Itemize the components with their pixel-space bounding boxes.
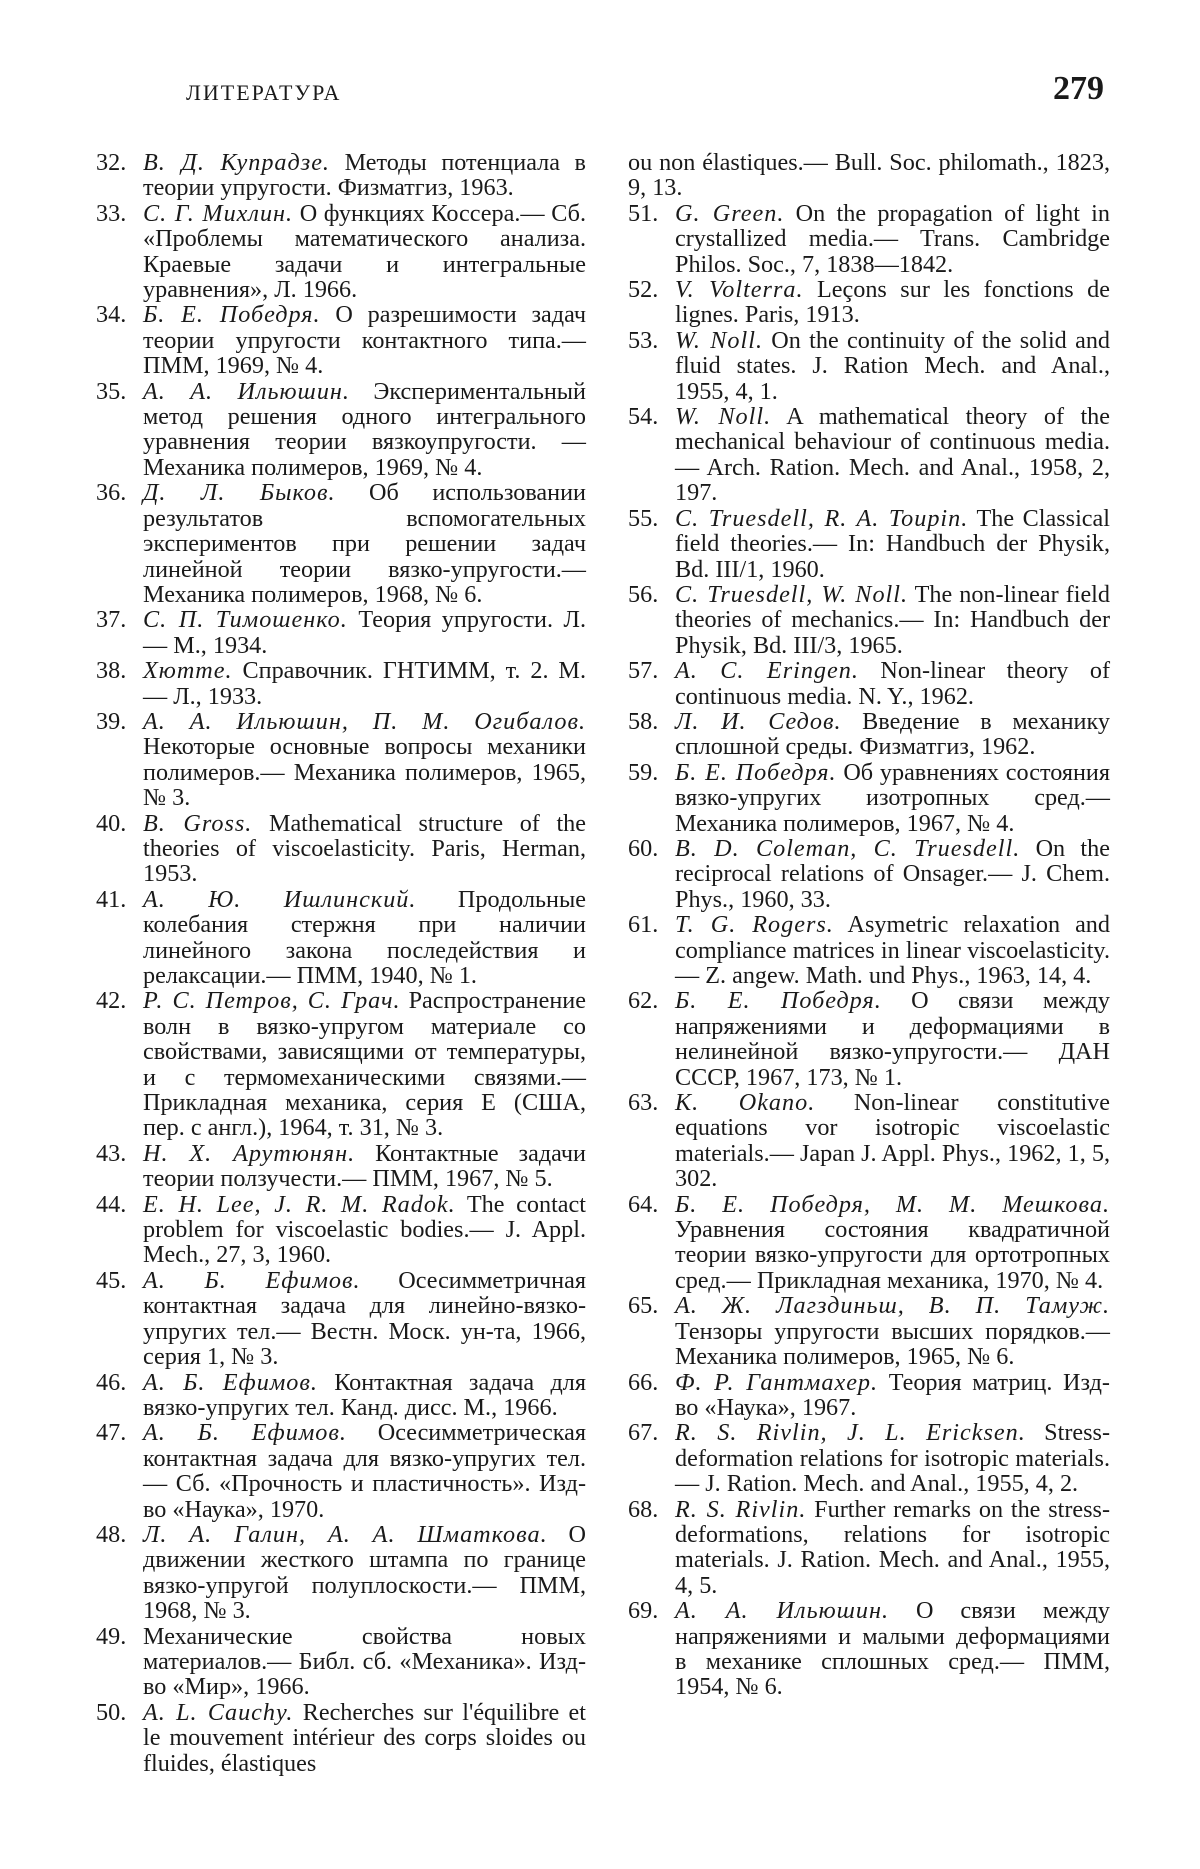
reference-entry (96, 302, 586, 378)
reference-entry (96, 1420, 586, 1522)
reference-entry (96, 887, 586, 989)
reference-number: 45. (96, 1266, 127, 1294)
reference-number: 42. (96, 987, 127, 1015)
reference-authors: А. А. Ильюшин. (143, 377, 350, 405)
reference-authors: G. Green. (675, 199, 785, 227)
reference-entry (628, 1090, 1110, 1192)
reference-authors: Б. Е. Победря. (143, 301, 321, 329)
reference-text: О связи между напряжениями и деформациями в нелинейной вязко-упругости.— ДАН СССР, 1967, 173, № 1. (675, 987, 1110, 1091)
reference-entry (628, 404, 1110, 506)
reference-number: 43. (96, 1139, 127, 1167)
reference-text: Mathematical structure of the theories of viscoelasticity. Paris, Herman, 1953. (143, 809, 586, 888)
reference-number: 34. (96, 301, 127, 329)
reference-authors: A. L. Cauchy. (143, 1698, 294, 1726)
reference-authors: B. D. Coleman, C. Truesdell. (675, 834, 1021, 862)
reference-number: 50. (96, 1698, 127, 1726)
reference-authors: Б. Е. Победря, М. М. Мешкова. (675, 1190, 1110, 1218)
reference-number: 66. (628, 1368, 659, 1396)
reference-text: Об уравнениях состояния вязко-упругих изотропных сред.— Механика полимеров, 1967, № 4. (675, 758, 1110, 837)
reference-entry (96, 811, 586, 887)
reference-number: 35. (96, 377, 127, 405)
reference-list-left (96, 150, 586, 1776)
reference-text: The non-linear field theories of mechanics.— In: Handbuch der Physik, Bd. III/3, 1965. (675, 580, 1110, 659)
reference-text: О движении жесткого штампа по границе вязко-упругой полуплоскости.— ПММ, 1968, № 3. (143, 1520, 587, 1625)
reference-text: Non-linear constitutive equations vor isotropic viscoelastic materials.— Japan J. Appl. Phys., 1962, 1, 5, 302. (675, 1089, 1110, 1193)
reference-text: Тензоры упругости высших порядков.— Механика полимеров, 1965, № 6. (675, 1317, 1110, 1371)
reference-entry (628, 1420, 1110, 1496)
reference-authors: V. Volterra. (675, 276, 804, 304)
reference-number: 69. (628, 1597, 659, 1625)
reference-entry (96, 1370, 586, 1421)
reference-entry (628, 912, 1110, 988)
reference-authors: С. Г. Михлин. (143, 199, 294, 227)
reference-text: A mathematical theory of the mechanical behaviour of continuous media.— Arch. Ration. Mech. and Anal., 1958, 2, 197. (675, 403, 1111, 507)
reference-authors: T. G. Rogers. (675, 911, 834, 939)
reference-text: Введение в механику сплошной среды. Физматгиз, 1962. (675, 707, 1110, 761)
reference-number: 53. (628, 326, 659, 354)
reference-number: 39. (96, 707, 127, 735)
reference-entry (96, 1624, 586, 1700)
reference-number: 47. (96, 1419, 127, 1447)
reference-entry (96, 1192, 586, 1268)
reference-text: On the propagation of light in crystallized media.— Trans. Cambridge Philos. Soc., 7, 1838—1842. (675, 199, 1111, 278)
reference-entry (96, 201, 586, 303)
reference-authors: C. Truesdell, R. A. Toupin. (675, 504, 969, 532)
reference-text: Уравнения состояния квадратичной теории вязко-упругости для ортотропных сред.— Прикладная механика, 1970, № 4. (675, 1216, 1110, 1294)
reference-number: 58. (628, 707, 659, 735)
reference-authors: А. Б. Ефимов. (143, 1419, 347, 1447)
reference-text: The contact problem for viscoelastic bodies.— J. Appl. Mech., 27, 3, 1960. (143, 1190, 586, 1269)
reference-text: Методы потенциала в теории упругости. Физматгиз, 1963. (143, 149, 586, 202)
reference-authors: А. Ю. Ишлинский. (143, 885, 417, 913)
reference-authors: W. Noll. (675, 326, 763, 354)
reference-number: 40. (96, 809, 127, 837)
reference-entry (628, 760, 1110, 836)
reference-number: 67. (628, 1419, 659, 1447)
reference-authors: Л. И. Седов. (675, 707, 842, 735)
reference-entry (96, 1268, 586, 1370)
reference-number: 33. (96, 199, 127, 227)
reference-entry (628, 1293, 1110, 1369)
reference-column-left (96, 150, 586, 1776)
reference-number: 57. (628, 657, 659, 685)
reference-number: 37. (96, 606, 127, 634)
reference-text: Further remarks on the stress-deformations, relations for isotropic materials. J. Ration. Mech. and Anal., 1955, 4, 5. (675, 1495, 1110, 1599)
reference-number: 44. (96, 1190, 127, 1218)
reference-text: Осесимметричная контактная задача для линейно-вязко-упругих тел.— Вестн. Моск. ун-та, 1966, серия 1, № 3. (143, 1266, 586, 1371)
reference-entry (628, 658, 1110, 709)
reference-number: 38. (96, 657, 127, 685)
reference-authors: E. H. Lee, J. R. M. Radok. (143, 1190, 456, 1218)
reference-number: 32. (96, 149, 127, 176)
reference-text: О связи между напряжениями и малыми деформациями в механике сплошных сред.— ПММ, 1954, № 6. (675, 1597, 1110, 1701)
reference-authors: Хютте. (143, 657, 233, 685)
reference-entry (96, 1522, 586, 1624)
reference-number: 36. (96, 479, 127, 507)
reference-entry (96, 1141, 586, 1192)
reference-entry (628, 582, 1110, 658)
reference-authors: Р. С. Петров, С. Грач. (143, 987, 401, 1015)
reference-authors: Ф. Р. Гантмахер. (675, 1368, 879, 1396)
reference-entry (628, 1192, 1110, 1294)
reference-number: 65. (628, 1292, 659, 1320)
reference-text: On the reciprocal relations of Onsager.— J. Chem. Phys., 1960, 33. (675, 834, 1110, 913)
reference-continuation (628, 150, 1110, 201)
reference-entry (628, 1497, 1110, 1599)
reference-text: Теория матриц. Изд-во «Наука», 1967. (675, 1368, 1110, 1421)
reference-authors: R. S. Rivlin. (675, 1495, 807, 1523)
reference-text: Recherches sur l'équilibre et le mouvement intérieur des corps sloides ou fluides, élastiques (143, 1698, 586, 1777)
reference-authors: С. П. Тимошенко. (143, 606, 348, 634)
reference-entry (628, 1370, 1110, 1421)
reference-authors: W. Noll. (675, 403, 772, 431)
reference-entry (96, 379, 586, 481)
reference-authors: А. Б. Ефимов. (143, 1368, 318, 1396)
reference-authors: А. А. Ильюшин, П. М. Огибалов. (143, 707, 586, 735)
reference-authors: Л. А. Галин, А. А. Шматкова. (143, 1520, 548, 1548)
reference-entry (628, 709, 1110, 760)
reference-text: Продольные колебания стержня при наличии линейного закона последействия и релаксации.— ПММ, 1940, № 1. (143, 885, 586, 989)
reference-entry (628, 988, 1110, 1090)
reference-text: Механические свойства новых материалов.— Библ. сб. «Механика». Изд-во «Мир», 1966. (143, 1622, 586, 1701)
reference-text: Контактные задачи теории ползучести.— ПММ, 1967, № 5. (143, 1139, 586, 1193)
reference-text: Теория упругости. Л.— М., 1934. (143, 606, 587, 659)
reference-number: 62. (628, 987, 659, 1015)
reference-authors: K. Okano. (675, 1089, 816, 1117)
reference-number: 63. (628, 1089, 659, 1117)
reference-entry (628, 836, 1110, 912)
reference-number: 54. (628, 403, 659, 431)
reference-number: 48. (96, 1520, 127, 1548)
reference-entry (628, 1598, 1110, 1700)
reference-authors: C. Truesdell, W. Noll. (675, 580, 909, 608)
reference-entry (96, 1700, 586, 1776)
reference-entry (96, 607, 586, 658)
reference-list-right (628, 201, 1110, 1700)
reference-authors: В. Д. Купрадзе. (143, 149, 330, 176)
reference-number: 59. (628, 758, 659, 786)
reference-authors: Б. Е. Победря. (675, 758, 837, 786)
reference-entry (96, 988, 586, 1140)
reference-number: 41. (96, 885, 127, 913)
reference-entry (628, 201, 1110, 277)
reference-text: Asymetric relaxation and compliance matrices in linear viscoelasticity.— Z. angew. Math. und Phys., 1963, 14, 4. (675, 911, 1110, 989)
reference-text: О разрешимости задач теории упругости контактного типа.— ПММ, 1969, № 4. (143, 301, 586, 380)
reference-text: Об использовании результатов вспомогательных экспериментов при решении задач линейной теории вязко-упругости.— Механика полимеров, 1968, № 6. (143, 479, 586, 608)
reference-text: Экспериментальный метод решения одного интегрального уравнения теории вязкоупругости. — Механика полимеров, 1969, № 4. (143, 377, 586, 481)
reference-number: 51. (628, 199, 659, 227)
reference-text: Осесимметрическая контактная задача для вязко-упругих тел.— Сб. «Прочность и пластичность». Изд-во «Наука», 1970. (143, 1419, 586, 1523)
reference-entry (96, 480, 586, 607)
reference-continuation-text: ou non élastiques.— Bull. Soc. philomath., 1823, 9, 13. (628, 149, 1110, 202)
reference-entry (628, 328, 1110, 404)
reference-authors: А. Б. Ефимов. (143, 1266, 361, 1294)
reference-authors: Н. Х. Арутюнян. (143, 1139, 356, 1167)
reference-authors: A. C. Eringen. (675, 657, 859, 685)
reference-text: Leçons sur les fonctions de lignes. Paris, 1913. (675, 276, 1111, 329)
reference-authors: R. S. Rivlin, J. L. Ericksen. (675, 1419, 1026, 1447)
reference-number: 49. (96, 1622, 127, 1650)
reference-column-right (628, 150, 1110, 1700)
reference-text: Некоторые основные вопросы механики полимеров.— Механика полимеров, 1965, № 3. (143, 733, 586, 812)
reference-authors: Д. Л. Быков. (143, 479, 336, 507)
reference-authors: А. Ж. Лагздиньш, В. П. Тамуж. (675, 1292, 1110, 1320)
reference-authors: B. Gross. (143, 809, 253, 837)
reference-number: 46. (96, 1368, 127, 1396)
reference-text: Распространение волн в вязко-упругом материале со свойствами, зависящими от температуры, и с термомеханическими связями.— Прикладная механика, серия Е (США, пер. с англ.), 1964, т. 31, № 3. (143, 987, 586, 1142)
reference-text: О функциях Коссера.— Сб. «Проблемы математического анализа. Краевые задачи и интегральные уравнения», Л. 1966. (143, 199, 586, 304)
reference-text: The Classical field theories.— In: Handbuch der Physik, Bd. III/1, 1960. (675, 504, 1110, 583)
reference-number: 56. (628, 580, 659, 608)
reference-text: Контактная задача для вязко-упругих тел. Канд. дисс. М., 1966. (143, 1368, 586, 1421)
reference-entry (96, 658, 586, 709)
reference-number: 55. (628, 504, 659, 532)
reference-entry (96, 150, 586, 201)
reference-authors: Б. Е. Победря. (675, 987, 882, 1015)
reference-authors: А. А. Ильюшин. (675, 1597, 890, 1625)
reference-text: Non-linear theory of continuous media. N. Y., 1962. (675, 657, 1110, 710)
reference-entry (628, 506, 1110, 582)
reference-text: Stress-deformation relations for isotropic materials.— J. Ration. Mech. and Anal., 1955, 4, 2. (675, 1419, 1110, 1498)
reference-number: 60. (628, 834, 659, 862)
reference-number: 61. (628, 911, 659, 939)
page-number: 279 (1053, 70, 1104, 107)
reference-entry (96, 709, 586, 811)
reference-text: On the continuity of the solid and fluid states. J. Ration Mech. and Anal., 1955, 4, 1. (675, 326, 1111, 405)
reference-text: Справочник. ГНТИММ, т. 2. М.— Л., 1933. (143, 657, 586, 710)
reference-entry (628, 277, 1110, 328)
reference-number: 68. (628, 1495, 659, 1523)
reference-number: 64. (628, 1190, 659, 1218)
reference-number: 52. (628, 276, 659, 304)
running-head: ЛИТЕРАТУРА (186, 80, 342, 105)
